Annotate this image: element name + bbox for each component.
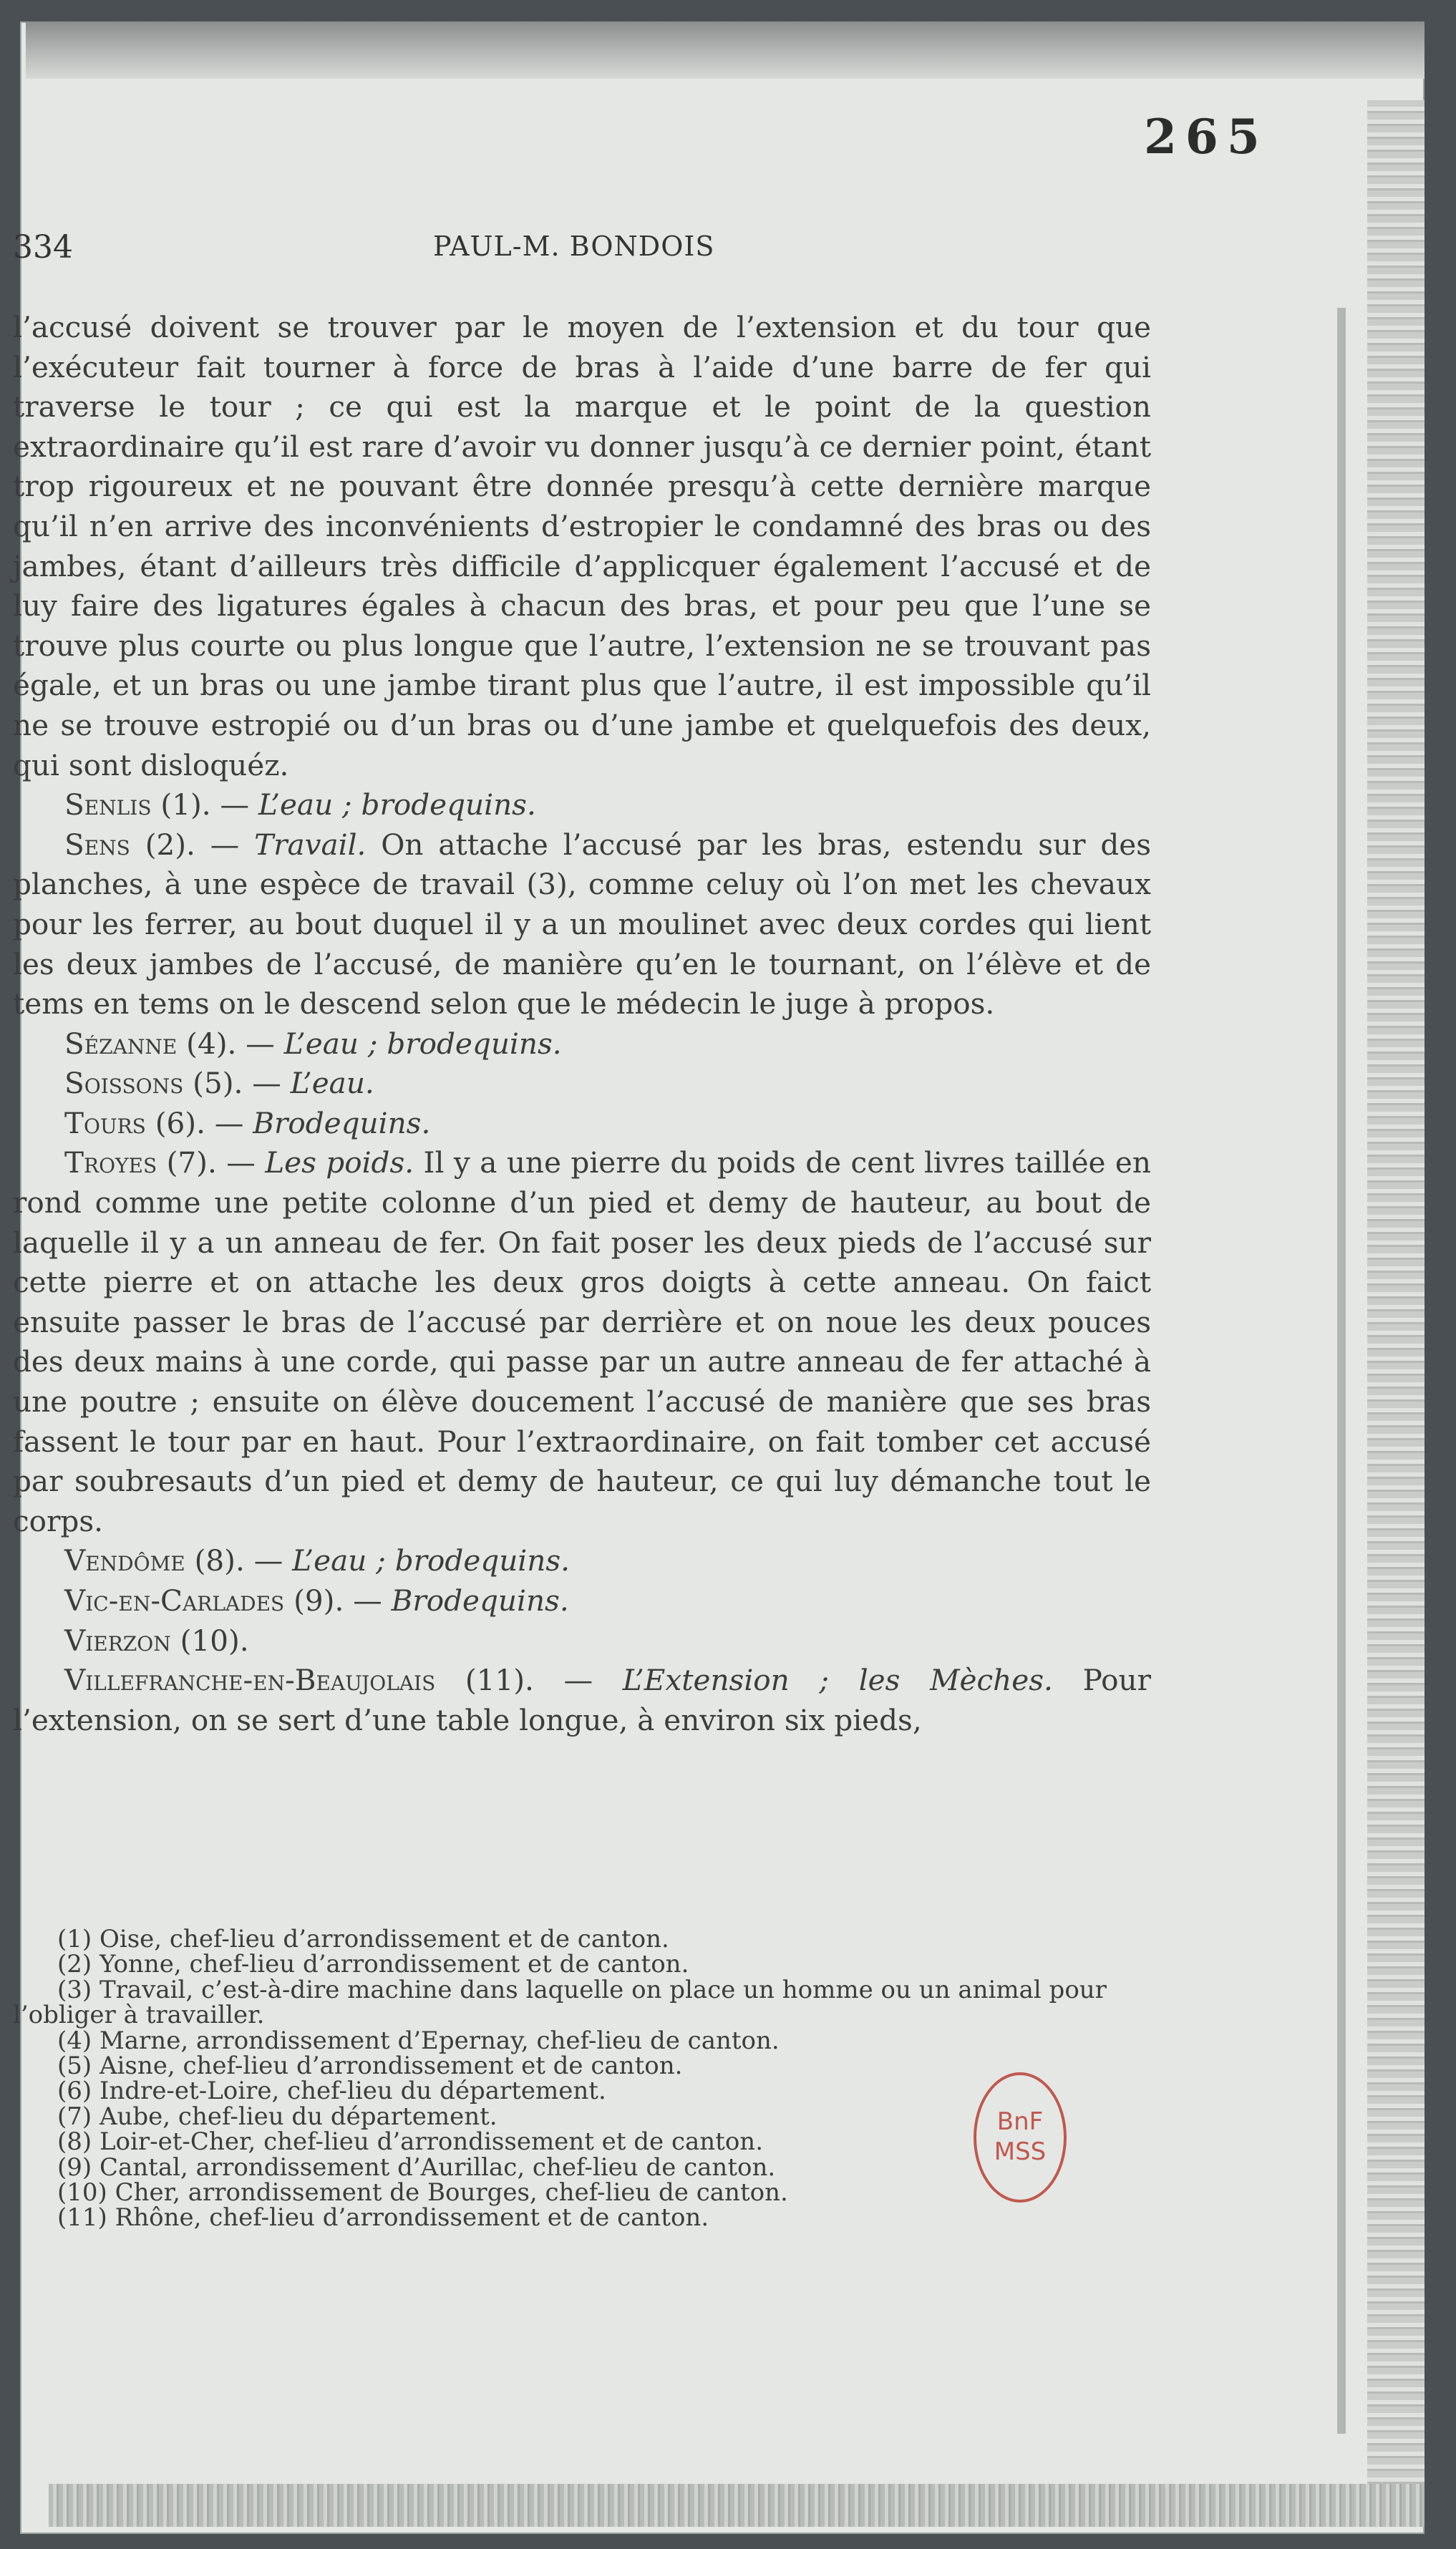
entry-vierzon <box>13 1621 1151 1661</box>
entry-description: Il y a une pierre du poids de cent livres taillée en rond comme une petite colonne d’un pied et demy de hauteur, au bout de laquelle il y a un anneau de fer. On fait poser les deux pieds de l’accusé sur cette pierre et on attache les deux gros doigts à cette anneau. On faict ensuite passer le bras de l’accusé par derrière et on noue les deux pouces des deux mains à une corde, qui passe par un autre anneau de fer attaché à une poutre ; ensuite on élève doucement l’accusé de manière que ses bras fassent le tour par en haut. Pour l’extraordinaire, on fait tomber cet accusé par soubresauts d’un pied et demy de hauteur, ce qui luy démanche tout le corps. <box>13 1145 1151 1538</box>
footnote-11: (11) Rhône, chef-lieu d’arrondissement et de canton. <box>57 2203 709 2233</box>
entry-method: Brodequins. <box>253 1105 431 1140</box>
footnote-ref: (10). <box>170 1623 249 1658</box>
right-edge-line <box>1337 308 1346 2434</box>
entry-description: Pour l’extension, on se sert d’une table longue, à environ six pieds, <box>13 1663 1151 1737</box>
entry-sens <box>13 825 1151 1024</box>
entry-method: L’eau ; brodequins. <box>258 787 536 822</box>
place-name: Tours <box>64 1105 146 1140</box>
entry-villefranche <box>13 1661 1151 1740</box>
entry-vic-en-carlades <box>13 1581 1151 1621</box>
footnote-ref: (1). — <box>151 787 258 822</box>
footnote-ref: (11). — <box>435 1663 623 1698</box>
entry-tours <box>13 1104 1151 1144</box>
place-name: Villefranche-en-Beaujolais <box>64 1663 436 1698</box>
entry-sezanne <box>13 1024 1151 1064</box>
place-name: Sézanne <box>64 1026 178 1061</box>
place-name: Senlis <box>64 787 152 822</box>
right-edge-shadow <box>1367 100 1425 2484</box>
entry-method: L’eau ; brodequins. <box>292 1543 570 1578</box>
bnf-library-stamp <box>974 2072 1067 2203</box>
page-number: 334 <box>13 229 73 266</box>
footnote-2: (2) Yonne, chef-lieu d’arrondissement et de canton. <box>57 1950 689 1979</box>
entry-method: Travail. <box>254 827 367 862</box>
footnote-6: (6) Indre-et-Loire, chef-lieu du département. <box>57 2077 606 2106</box>
footnote-8: (8) Loir-et-Cher, chef-lieu d’arrondissement et de canton. <box>57 2127 763 2157</box>
footnote-ref: (4). — <box>177 1026 284 1061</box>
footnote-ref: (8). — <box>185 1543 293 1578</box>
footnote-ref: (7). — <box>157 1145 266 1180</box>
top-edge-band <box>26 21 1425 79</box>
paragraph-continuation: l’accusé doivent se trouver par le moyen de l’extension et du tour que l’exécuteur fait tourner à force de bras à l’aide d’une barre de fer qui traverse le tour ; ce qui est la marque et le point de la question extraordinaire qu’il est rare d’avoir vu donner jusqu’à ce dernier point, étant trop rigoureux et ne pouvant être donnée presqu’à cette dernière marque qu’il n’en arrive des inconvénients d’estropier le condamné des bras ou des jambes, étant d’ailleurs très difficile d’applicquer également l’accusé et de luy faire des ligatures égales à chacun des bras, et pour peu que l’une se trouve plus courte ou plus longue que l’autre, l’extension ne se trouvant pas égale, et un bras ou une jambe tirant plus que l’autre, il est impossible qu’il ne se trouve estropié ou d’un bras ou d’une jambe et quelquefois des deux, qui sont disloquéz. <box>13 310 1151 782</box>
place-name: Troyes <box>64 1145 157 1180</box>
place-name: Vierzon <box>64 1623 171 1658</box>
entry-vendome <box>13 1541 1151 1581</box>
stamp-line-1: BnF <box>996 2107 1044 2136</box>
place-name: Sens <box>64 827 130 862</box>
footnote-4: (4) Marne, arrondissement d’Epernay, chef-lieu de canton. <box>57 2026 780 2055</box>
main-text <box>13 308 1151 1740</box>
footnote-ref: (2). — <box>130 827 255 862</box>
place-name: Vic-en-Carlades <box>64 1583 285 1618</box>
stamp-line-2: MSS <box>994 2137 1047 2166</box>
entry-description: On attache l’accusé par les bras, estendu sur des planches, à une espèce de travail (3), comme celuy où l’on met les chevaux pour les ferrer, au bout duquel il y a un moulinet avec deux cordes qui lient les deux jambes de l’accusé, de manière qu’en le tournant, on l’élève et de tems en tems on le descend selon que le médecin le juge à propos. <box>13 827 1151 1021</box>
footnote-9: (9) Cantal, arrondissement d’Aurillac, chef-lieu de canton. <box>57 2152 776 2182</box>
entry-soissons <box>13 1064 1151 1104</box>
bottom-edge-band <box>49 2484 1425 2527</box>
entry-method: Les poids. <box>265 1145 414 1180</box>
footnote-ref: (5). — <box>183 1066 291 1101</box>
footnote-ref: (9). — <box>284 1583 392 1618</box>
footnote-7: (7) Aube, chef-lieu du département. <box>57 2102 498 2131</box>
footnote-5: (5) Aisne, chef-lieu d’arrondissement et de canton. <box>57 2052 683 2081</box>
entry-troyes <box>13 1143 1151 1541</box>
entry-method: L’eau. <box>290 1066 374 1101</box>
footnote-1: (1) Oise, chef-lieu d’arrondissement et de canton. <box>57 1925 669 1953</box>
entry-senlis <box>13 785 1151 825</box>
footnote-3: (3) Travail, c’est-à-dire machine dans laquelle on place un homme ou un animal pour l’obliger à travailler. <box>13 1975 1107 2030</box>
place-name: Soissons <box>64 1066 184 1101</box>
footnote-ref: (6). — <box>145 1105 253 1140</box>
folio-number: 265 <box>1144 109 1268 165</box>
entry-method: L’eau ; brodequins. <box>283 1026 562 1061</box>
footnote-10: (10) Cher, arrondissement de Bourges, chef-lieu de canton. <box>57 2178 788 2208</box>
entry-method: L’Extension ; les Mèches. <box>622 1663 1053 1698</box>
footnotes <box>13 1927 1158 2231</box>
place-name: Vendôme <box>64 1543 185 1578</box>
entry-method: Brodequins. <box>391 1583 569 1618</box>
running-head: PAUL-M. BONDOIS <box>433 230 715 262</box>
